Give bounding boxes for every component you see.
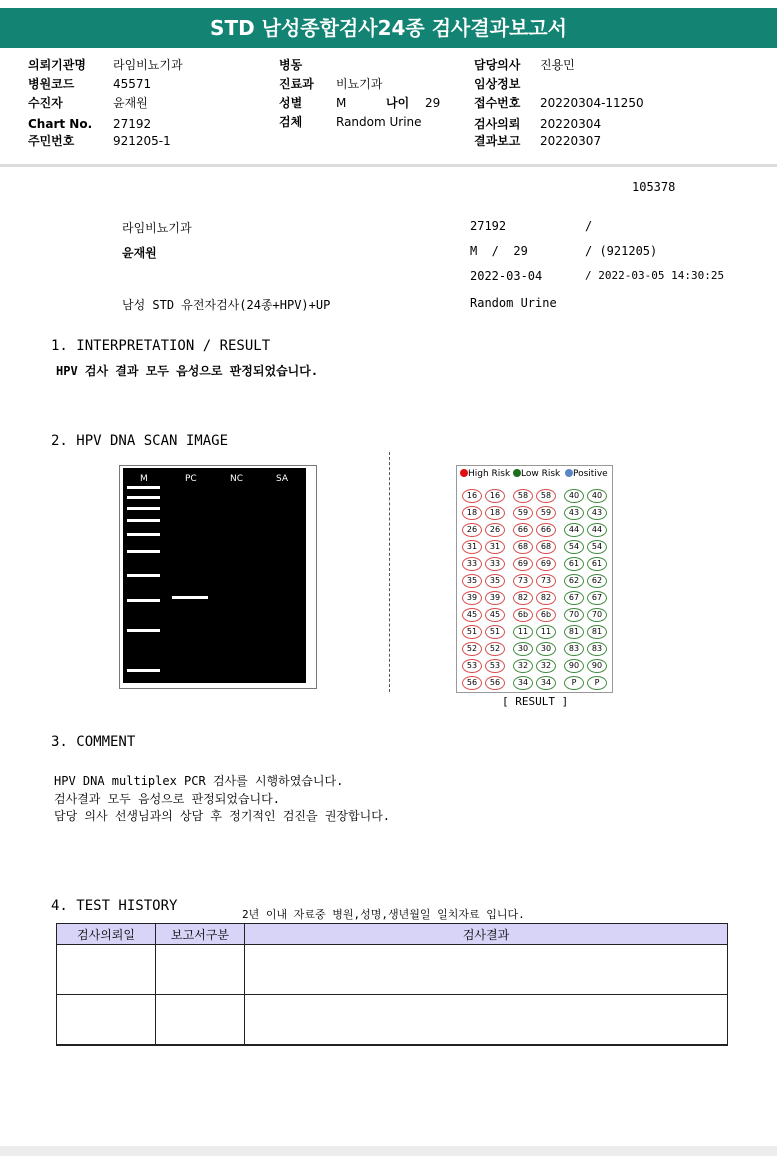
table-row — [57, 945, 728, 995]
table-cell — [156, 995, 245, 1046]
hpv-type-cell: 61 — [564, 557, 584, 571]
hpv-type-cell: 61 — [587, 557, 607, 571]
value-request-date: 20220304 — [540, 117, 602, 131]
doc-test-name: 남성 STD 유전자검사(24종+HPV)+UP — [122, 298, 331, 312]
hpv-type-cell: 16 — [485, 489, 505, 503]
hpv-type-cell: 44 — [587, 523, 607, 537]
hpv-type-cell: 82 — [513, 591, 533, 605]
hpv-type-cell: 45 — [485, 608, 505, 622]
hpv-type-cell: P — [587, 676, 607, 690]
hpv-type-cell: 53 — [462, 659, 482, 673]
label-specimen: 검체 — [279, 115, 303, 129]
hpv-type-cell: 18 — [485, 506, 505, 520]
hpv-type-cell: 67 — [564, 591, 584, 605]
hpv-type-cell: 67 — [587, 591, 607, 605]
label-report-date: 결과보고 — [474, 134, 521, 148]
table-cell — [57, 995, 156, 1046]
doc-chart: 27192 — [470, 219, 507, 233]
label-chart-no: Chart No. — [28, 117, 93, 131]
doc-birth: / (921205) — [585, 244, 658, 258]
doc-specimen: Random Urine — [470, 296, 557, 310]
value-receipt-no: 20220304-11250 — [540, 96, 644, 110]
value-clinic: 라임비뇨기과 — [113, 58, 183, 72]
value-doctor: 진용민 — [540, 58, 575, 72]
hpv-type-cell: 51 — [462, 625, 482, 639]
value-hospital-code: 45571 — [113, 77, 152, 91]
history-table — [56, 923, 728, 1046]
hpv-type-cell: 53 — [485, 659, 505, 673]
value-resident-no: 921205-1 — [113, 134, 171, 148]
positive-dot-icon — [565, 469, 573, 477]
hpv-type-cell: 56 — [462, 676, 482, 690]
marker-band — [127, 533, 160, 536]
hpv-type-cell: 58 — [536, 489, 556, 503]
hpv-type-cell: 68 — [513, 540, 533, 554]
history-header-report-type: 보고서구분 — [156, 924, 245, 945]
hpv-type-cell: 11 — [536, 625, 556, 639]
doc-patient: 윤재원 — [122, 246, 157, 260]
low-risk-dot-icon — [513, 469, 521, 477]
hpv-type-cell: 83 — [564, 642, 584, 656]
table-cell — [245, 945, 728, 995]
marker-band — [127, 519, 160, 522]
hpv-type-cell: 31 — [462, 540, 482, 554]
report-title: STD 남성종합검사24종 검사결과보고서 — [0, 8, 777, 48]
hpv-type-cell: 33 — [485, 557, 505, 571]
hpv-type-cell: 30 — [536, 642, 556, 656]
separator — [0, 164, 777, 167]
hpv-type-cell: 39 — [485, 591, 505, 605]
hpv-type-cell: 54 — [587, 540, 607, 554]
comment-line-3: 담당 의사 선생님과의 상담 후 정기적인 검진을 권장합니다. — [54, 809, 391, 823]
section-1-title: 1. INTERPRETATION / RESULT — [51, 338, 271, 354]
history-header-request-date: 검사의뢰일 — [57, 924, 156, 945]
section-3-title: 3. COMMENT — [51, 734, 136, 750]
hpv-type-cell: 62 — [587, 574, 607, 588]
doc-clinic: 라임비뇨기과 — [122, 221, 192, 235]
comment-line-1: HPV DNA multiplex PCR 검사를 시행하였습니다. — [54, 774, 344, 788]
doc-slash: / — [585, 219, 593, 233]
section-2-title: 2. HPV DNA SCAN IMAGE — [51, 433, 229, 449]
marker-band — [127, 574, 160, 577]
label-receipt-no: 접수번호 — [474, 96, 521, 110]
table-cell — [156, 945, 245, 995]
hpv-type-cell: 33 — [462, 557, 482, 571]
legend-high-risk: High Risk — [460, 469, 510, 479]
hpv-type-cell: 44 — [564, 523, 584, 537]
doc-request-date: 2022-03-04 — [470, 269, 543, 283]
hpv-type-cell: 73 — [536, 574, 556, 588]
marker-band — [127, 496, 160, 499]
hpv-type-cell: 39 — [462, 591, 482, 605]
label-clinical-info: 임상정보 — [474, 77, 521, 91]
lane-label-nc: NC — [230, 474, 244, 484]
hpv-type-cell: 90 — [587, 659, 607, 673]
hpv-type-cell: 6b — [513, 608, 533, 622]
hpv-type-cell: 81 — [564, 625, 584, 639]
hpv-type-cell: 52 — [462, 642, 482, 656]
hpv-type-cell: 26 — [462, 523, 482, 537]
hpv-type-cell: 69 — [536, 557, 556, 571]
legend-positive: Positive — [565, 469, 608, 479]
label-clinic: 의뢰기관명 — [28, 58, 86, 72]
marker-band — [127, 507, 160, 510]
hpv-type-cell: 40 — [564, 489, 584, 503]
bottom-bar — [0, 1146, 777, 1156]
hpv-type-cell: 66 — [536, 523, 556, 537]
label-patient: 수진자 — [28, 96, 63, 110]
label-department: 진료과 — [279, 77, 314, 91]
hpv-type-cell: 83 — [587, 642, 607, 656]
marker-band — [127, 550, 160, 553]
hpv-type-cell: 66 — [513, 523, 533, 537]
hpv-type-cell: 43 — [564, 506, 584, 520]
history-note: 2년 이내 자료중 병원,성명,생년월일 일치자료 입니다. — [242, 908, 525, 921]
hpv-type-cell: 30 — [513, 642, 533, 656]
hpv-type-cell: 62 — [564, 574, 584, 588]
image-divider — [389, 452, 390, 692]
hpv-type-cell: 82 — [536, 591, 556, 605]
hpv-type-cell: 54 — [564, 540, 584, 554]
value-department: 비뇨기과 — [336, 77, 383, 91]
marker-band — [127, 629, 160, 632]
comment-line-2: 검사결과 모두 음성으로 판정되었습니다. — [54, 792, 280, 806]
hpv-type-cell: 18 — [462, 506, 482, 520]
hpv-type-cell: 68 — [536, 540, 556, 554]
table-cell — [57, 945, 156, 995]
hpv-type-cell: 35 — [485, 574, 505, 588]
grid-caption: [ RESULT ] — [502, 695, 569, 708]
hpv-type-cell: 11 — [513, 625, 533, 639]
value-sex: M — [336, 96, 347, 110]
label-hospital-code: 병원코드 — [28, 77, 75, 91]
high-risk-dot-icon — [460, 469, 468, 477]
hpv-type-cell: 73 — [513, 574, 533, 588]
hpv-type-cell: 26 — [485, 523, 505, 537]
hpv-type-cell: 90 — [564, 659, 584, 673]
hpv-type-cell: 31 — [485, 540, 505, 554]
hpv-type-cell: P — [564, 676, 584, 690]
label-age: 나이 — [386, 96, 410, 110]
marker-band — [127, 599, 160, 602]
doc-report-datetime: / 2022-03-05 14:30:25 — [585, 269, 725, 282]
hpv-type-cell: 34 — [536, 676, 556, 690]
label-sex: 성별 — [279, 96, 303, 110]
hpv-type-cell: 35 — [462, 574, 482, 588]
hpv-type-cell: 56 — [485, 676, 505, 690]
doc-number: 105378 — [632, 180, 676, 194]
hpv-type-cell: 51 — [485, 625, 505, 639]
hpv-type-cell: 58 — [513, 489, 533, 503]
hpv-type-cell: 6b — [536, 608, 556, 622]
section-1-text: HPV 검사 결과 모두 음성으로 판정되었습니다. — [56, 364, 319, 378]
legend-low-risk: Low Risk — [513, 469, 560, 479]
value-report-date: 20220307 — [540, 134, 602, 148]
doc-sex-age: M / 29 — [470, 244, 528, 258]
lane-label-m: M — [140, 474, 148, 484]
hpv-type-cell: 52 — [485, 642, 505, 656]
hpv-type-cell: 59 — [536, 506, 556, 520]
lane-label-pc: PC — [185, 474, 197, 484]
pc-band — [172, 596, 208, 599]
label-resident-no: 주민번호 — [28, 134, 75, 148]
section-4-title: 4. TEST HISTORY — [51, 898, 178, 914]
hpv-type-cell: 69 — [513, 557, 533, 571]
history-header-result: 검사결과 — [245, 924, 728, 945]
hpv-type-cell: 45 — [462, 608, 482, 622]
hpv-type-cell: 81 — [587, 625, 607, 639]
value-specimen: Random Urine — [336, 115, 422, 129]
table-cell — [245, 995, 728, 1046]
hpv-result-grid — [456, 465, 613, 693]
label-doctor: 담당의사 — [474, 58, 521, 72]
table-row — [57, 995, 728, 1046]
hpv-type-cell: 43 — [587, 506, 607, 520]
marker-band — [127, 486, 160, 489]
lane-label-sa: SA — [276, 474, 289, 484]
value-chart-no: 27192 — [113, 117, 152, 131]
value-age: 29 — [425, 96, 441, 110]
hpv-type-cell: 32 — [513, 659, 533, 673]
hpv-type-cell: 40 — [587, 489, 607, 503]
label-ward: 병동 — [279, 58, 303, 72]
hpv-type-cell: 70 — [587, 608, 607, 622]
marker-band — [127, 669, 160, 672]
hpv-type-cell: 70 — [564, 608, 584, 622]
value-patient: 윤재원 — [113, 96, 148, 110]
hpv-type-cell: 34 — [513, 676, 533, 690]
label-request-date: 검사의뢰 — [474, 117, 521, 131]
hpv-type-cell: 59 — [513, 506, 533, 520]
hpv-type-cell: 32 — [536, 659, 556, 673]
hpv-type-cell: 16 — [462, 489, 482, 503]
